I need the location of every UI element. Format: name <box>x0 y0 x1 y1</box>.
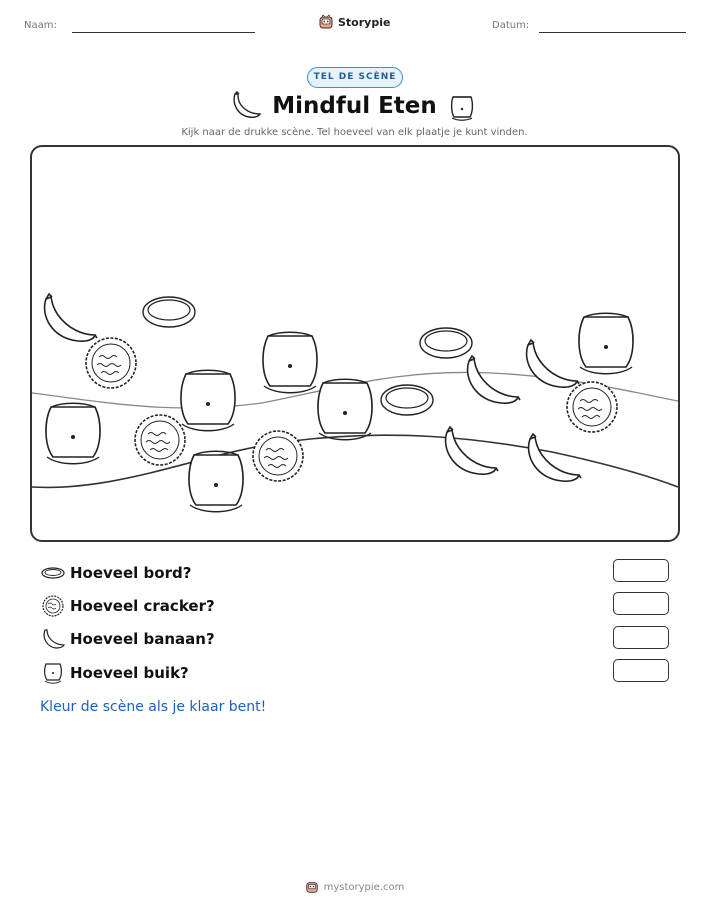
instructions: Kijk naar de drukke scène. Tel hoeveel van elk plaatje je kunt vinden. <box>181 127 528 138</box>
storypie-mascot-icon <box>318 14 334 30</box>
storypie-mascot-icon <box>305 880 319 894</box>
banana-icon <box>40 627 66 651</box>
belly-title-icon <box>448 92 476 122</box>
brand-name: Storypie <box>338 15 391 29</box>
plate-icon <box>40 565 66 581</box>
question-label: Hoeveel banaan? <box>70 630 215 648</box>
activity-badge: TEL DE SCÈNE <box>307 67 403 88</box>
belly-icon <box>40 661 66 685</box>
name-label: Naam: <box>24 20 57 31</box>
color-instruction: Kleur de scène als je klaar bent! <box>40 699 267 715</box>
question-label: Hoeveel cracker? <box>70 597 215 615</box>
footer-url: mystorypie.com <box>323 881 405 893</box>
question-label: Hoeveel bord? <box>70 564 192 582</box>
brand-logo <box>318 14 390 30</box>
answer-box-belly[interactable] <box>613 659 669 682</box>
footer <box>0 880 709 894</box>
answer-box-cracker[interactable] <box>613 592 669 615</box>
date-label: Datum: <box>492 20 530 31</box>
question-row-cracker <box>40 594 215 618</box>
answer-box-plate[interactable] <box>613 559 669 582</box>
scene-drawing <box>32 147 678 540</box>
name-field[interactable] <box>72 32 255 33</box>
counting-scene <box>30 145 680 542</box>
cracker-icon <box>40 594 66 618</box>
question-row-banana <box>40 627 215 651</box>
page-title: Mindful Eten <box>272 93 437 119</box>
date-field[interactable] <box>539 32 686 33</box>
question-row-belly <box>40 661 189 685</box>
answer-box-banana[interactable] <box>613 626 669 649</box>
question-row-plate <box>40 561 191 585</box>
question-label: Hoeveel buik? <box>70 664 189 682</box>
